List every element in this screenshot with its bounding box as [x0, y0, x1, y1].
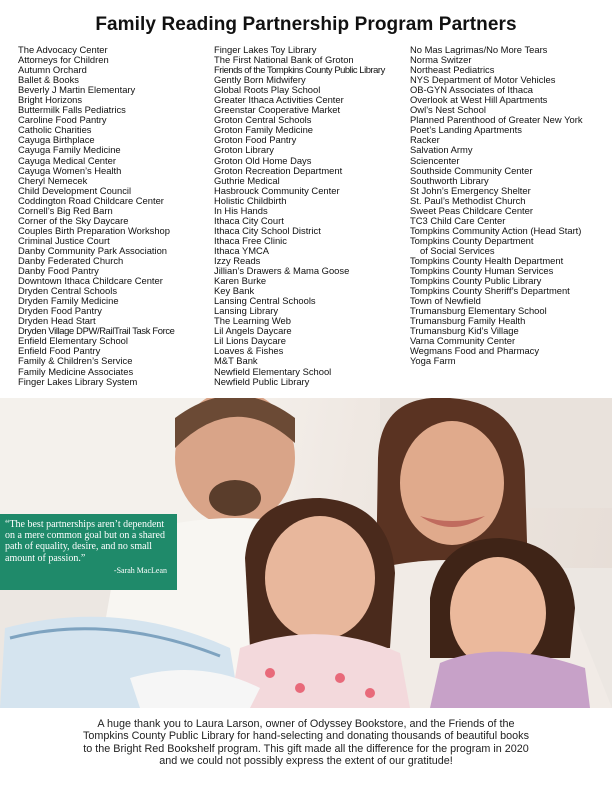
partner-name: Sweet Peas Childcare Center: [410, 204, 533, 216]
partner-name: Southside Community Center: [410, 164, 533, 176]
partner-name: Tompkins Community Action (Head Start): [410, 224, 582, 236]
partner-name: Enfield Food Pantry: [18, 345, 101, 357]
partner-name: Cayuga Women’s Health: [18, 164, 122, 176]
partner-name: Buttermilk Falls Pediatrics: [18, 104, 126, 116]
partner-name: Beverly J Martin Elementary: [18, 84, 136, 96]
thank-you-line: to the Bright Red Bookshelf program. This gift made all the difference for the program in 2020: [83, 742, 529, 755]
partner-name: Tompkins County Public Library: [410, 275, 542, 287]
partner-name: Autumn Orchard: [18, 64, 87, 76]
partner-name: Downtown Ithaca Childcare Center: [18, 275, 163, 287]
partner-name: Groton Family Medicine: [214, 124, 313, 136]
partner-name: Ithaca City School District: [214, 224, 321, 236]
partner-name: Groton Library: [214, 144, 274, 156]
partner-name: Ithaca Free Clinic: [214, 234, 287, 246]
partner-name: Child Development Council: [18, 184, 132, 196]
partner-name: Danby Food Pantry: [18, 265, 99, 277]
partner-name: Groton Food Pantry: [214, 134, 297, 146]
partner-name: Finger Lakes Toy Library: [214, 44, 317, 55]
partner-name: Tompkins County Human Services: [410, 265, 554, 277]
partner-name: Enfield Elementary School: [18, 335, 128, 347]
partner-name: Cornell’s Big Red Barn: [18, 204, 113, 216]
partner-name: Greenstar Cooperative Market: [214, 104, 341, 116]
partner-name: Lil Lions Daycare: [214, 335, 286, 347]
partner-name: Groton Central Schools: [214, 114, 312, 126]
partner-name: St. Paul’s Methodist Church: [410, 194, 526, 206]
partner-name: Dryden Family Medicine: [18, 295, 119, 307]
partner-name: In His Hands: [214, 204, 268, 216]
partner-name: Cheryl Nemecek: [18, 174, 88, 186]
partner-name: Planned Parenthood of Greater New York: [410, 114, 583, 126]
quote-author: -Sarah MacLean: [113, 565, 167, 575]
partners-column-2: [214, 45, 404, 387]
partner-name: Family & Children’s Service: [18, 355, 133, 367]
partner-name: The Learning Web: [214, 315, 291, 327]
partner-name: Town of Newfield: [410, 295, 481, 307]
partner-name: Dryden Village DPW/RailTrail Task Force: [18, 325, 175, 337]
partner-name: Attorneys for Children: [18, 54, 109, 66]
partner-name: St John’s Emergency Shelter: [410, 184, 531, 196]
partner-name: Sciencenter: [410, 154, 460, 166]
quote-text: “The best partnerships aren’t dependent on a mere common goal but on a shared path of equality, desire, and no small amount of passion.”: [5, 519, 165, 564]
partner-name: Global Roots Play School: [214, 84, 321, 96]
partners-column-1: [18, 45, 208, 387]
partner-name: Izzy Reads: [214, 254, 261, 266]
partner-name: Tompkins County Department: [410, 234, 534, 246]
partner-name: Salvation Army: [410, 144, 473, 156]
partner-name: Loaves & Fishes: [214, 345, 284, 357]
partner-name: Family Medicine Associates: [18, 365, 134, 377]
page-title: Family Reading Partnership Program Partners: [95, 14, 517, 35]
partner-name: Bright Horizons: [18, 94, 83, 106]
partner-name: Dryden Food Pantry: [18, 305, 102, 317]
partner-name: Corner of the Sky Daycare: [18, 214, 129, 226]
thank-you-line: A huge thank you to Laura Larson, owner of Odyssey Bookstore, and the Friends of the: [97, 718, 515, 730]
partner-name: OB-GYN Associates of Ithaca: [410, 84, 533, 96]
partner-name: Yoga Farm: [410, 355, 456, 367]
partner-name: Racker: [410, 134, 440, 146]
partner-name: Coddington Road Childcare Center: [18, 194, 164, 206]
partner-name: The First National Bank of Groton: [214, 54, 354, 66]
partner-name: Poet’s Landing Apartments: [410, 124, 522, 136]
partner-name: Lansing Library: [214, 305, 279, 317]
partner-name: Lansing Central Schools: [214, 295, 316, 307]
partner-name: Wegmans Food and Pharmacy: [410, 345, 540, 357]
partner-name: M&T Bank: [214, 355, 258, 367]
partner-name: Danby Community Park Association: [18, 244, 168, 256]
partner-name: Dryden Central Schools: [18, 285, 118, 297]
partner-name: Karen Burke: [214, 275, 267, 287]
partner-name: Cayuga Medical Center: [18, 154, 116, 166]
partner-name: Danby Federated Church: [18, 254, 124, 266]
partner-name: Catholic Charities: [18, 124, 92, 136]
partner-name: Overlook at West Hill Apartments: [410, 94, 548, 106]
partner-name: Lil Angels Daycare: [214, 325, 292, 337]
partner-name: Groton Old Home Days: [214, 154, 312, 166]
partner-name: Northeast Pediatrics: [410, 64, 495, 76]
partner-name: Ballet & Books: [18, 74, 79, 86]
partners-column-3: [410, 45, 610, 367]
partner-name: Tompkins County Sheriff’s Department: [410, 285, 570, 297]
partner-name: Finger Lakes Library System: [18, 375, 138, 387]
thank-you-line: and we could not possibly express the extent of our gratitude!: [159, 755, 453, 768]
partner-name: No Mas Lagrimas/No More Tears: [410, 44, 548, 55]
partner-name: Caroline Food Pantry: [18, 114, 107, 126]
partner-name: Groton Recreation Department: [214, 164, 343, 176]
partner-name: Friends of the Tompkins County Public Library: [214, 64, 385, 76]
partner-name: Key Bank: [214, 285, 255, 297]
partner-name: Owl’s Nest School: [410, 104, 486, 116]
partner-name: Southworth Library: [410, 174, 489, 186]
partner-name: TC3 Child Care Center: [410, 214, 506, 226]
partner-name: Jillian’s Drawers & Mama Goose: [214, 265, 350, 277]
partner-name: Newfield Public Library: [214, 375, 310, 387]
partner-name: Norma Switzer: [410, 54, 472, 66]
partner-name: Trumansburg Kid’s Village: [410, 325, 519, 337]
quote-box: [0, 514, 177, 590]
partner-name: Ithaca City Court: [214, 214, 284, 226]
partner-name: Trumansburg Family Health: [410, 315, 526, 327]
partner-name: Hasbrouck Community Center: [214, 184, 340, 196]
partner-name: Dryden Head Start: [18, 315, 96, 327]
partner-name: The Advocacy Center: [18, 44, 108, 55]
partner-name: Tompkins County Health Department: [410, 254, 564, 266]
partner-name: Ithaca YMCA: [214, 244, 270, 256]
thank-you-line: Tompkins County Public Library for hand-selecting and donating thousands of beautiful books: [83, 730, 529, 743]
partner-name: Guthrie Medical: [214, 174, 280, 186]
partner-name: of Social Services: [420, 244, 495, 256]
partner-name: Greater Ithaca Activities Center: [214, 94, 344, 106]
thank-you-note: [0, 718, 612, 768]
partner-name: Couples Birth Preparation Workshop: [18, 224, 170, 236]
partner-name: Cayuga Birthplace: [18, 134, 95, 146]
partner-name: Holistic Childbirth: [214, 194, 287, 206]
partner-name: Cayuga Family Medicine: [18, 144, 121, 156]
partner-name: Newfield Elementary School: [214, 365, 332, 377]
partner-name: Criminal Justice Court: [18, 234, 110, 246]
partner-name: Varna Community Center: [410, 335, 516, 347]
partner-name: NYS Department of Motor Vehicles: [410, 74, 556, 86]
partner-name: Trumansburg Elementary School: [410, 305, 547, 317]
partner-name: Gently Born Midwifery: [214, 74, 306, 86]
